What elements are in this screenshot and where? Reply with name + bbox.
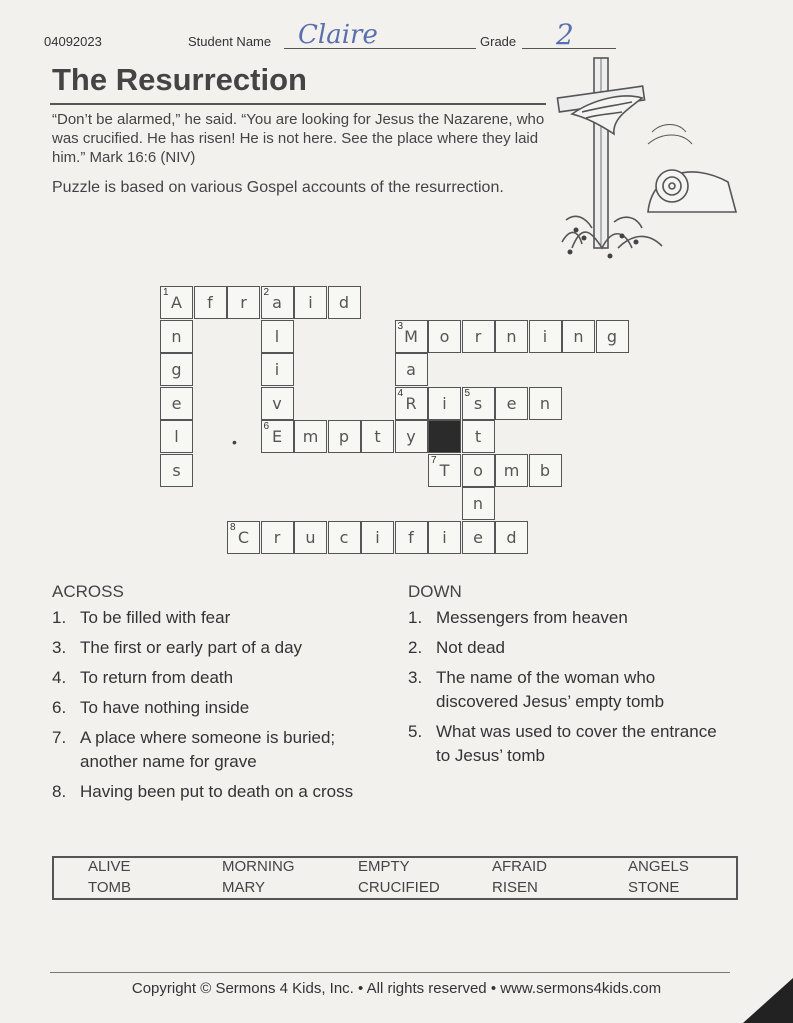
crossword-cell[interactable] [261, 320, 294, 353]
crossword-cell[interactable] [227, 521, 260, 554]
cell-number: 4 [397, 387, 404, 399]
crossword-cell[interactable] [160, 286, 193, 319]
cell-letter: n [472, 494, 484, 513]
bank-word: EMPTY [358, 858, 410, 875]
bank-word: MORNING [222, 858, 295, 875]
student-name-label: Student Name [188, 34, 272, 49]
across-heading: ACROSS [52, 582, 124, 601]
crossword-cell[interactable] [495, 320, 528, 353]
clue-number: 1. [408, 608, 423, 627]
cell-number: 8 [230, 521, 236, 533]
cell-letter: i [442, 527, 447, 547]
cell-letter: e [506, 393, 517, 413]
crossword-cell[interactable] [160, 320, 193, 353]
bank-word: ALIVE [88, 858, 131, 875]
clue-text: Not dead [436, 638, 505, 657]
copyright-footer: Copyright © Sermons 4 Kids, Inc. • All rights reserved • www.sermons4kids.com [131, 980, 662, 997]
crossword-cell[interactable] [428, 387, 461, 420]
cell-letter: r [474, 326, 482, 346]
clue-text: Having been put to death on a cross [80, 782, 354, 801]
cell-letter: c [339, 527, 349, 547]
bank-word: ANGELS [628, 858, 689, 875]
crossword-cell[interactable] [529, 387, 562, 420]
cell-letter: i [308, 293, 313, 312]
cell-letter: p [338, 427, 350, 446]
cell-letter: s [473, 393, 483, 413]
crossword-cell[interactable] [261, 387, 294, 420]
cell-letter: s [172, 460, 181, 480]
clue-text: A place where someone is buried; another name for grave [80, 728, 336, 771]
cell-letter: e [171, 393, 182, 413]
across-clue [52, 606, 382, 630]
grade-label: Grade [480, 34, 517, 49]
cell-letter: d [506, 527, 517, 547]
across-clues [52, 582, 382, 810]
cell-letter: n [171, 326, 182, 346]
grade-value[interactable]: 2 [556, 18, 574, 51]
cell-letter: a [272, 293, 282, 312]
down-clues [408, 582, 728, 774]
cell-letter: l [274, 326, 280, 346]
crossword-cell[interactable] [462, 454, 495, 487]
crossword-cell[interactable] [462, 320, 495, 353]
footer-rule [50, 972, 730, 973]
cell-letter: m [302, 427, 319, 446]
clue-number: 5. [408, 722, 423, 741]
crossword-cell[interactable] [328, 420, 361, 453]
crossword-cell[interactable] [395, 353, 428, 386]
cell-letter: u [305, 527, 316, 547]
bank-word: AFRAID [492, 858, 548, 875]
clue-text: The name of the woman who discovered Jesus’ empty tomb [436, 668, 665, 711]
crossword-cell[interactable] [428, 521, 461, 554]
cell-letter: o [473, 460, 483, 480]
worksheet-title: The Resurrection [52, 62, 307, 97]
crossword-black-cell [428, 420, 461, 453]
pencil-dot: • [232, 434, 237, 450]
crossword-cell[interactable] [462, 487, 495, 520]
crossword-cell[interactable] [261, 353, 294, 386]
crossword-cell[interactable] [495, 387, 528, 420]
down-clue [408, 636, 728, 660]
crossword-cell[interactable] [160, 420, 193, 453]
crossword-cell[interactable] [462, 521, 495, 554]
crossword-cell[interactable] [194, 286, 227, 319]
student-name-value[interactable]: Claire [298, 20, 378, 50]
cell-letter: i [442, 393, 447, 413]
crossword-cell[interactable] [596, 320, 629, 353]
bank-word: CRUCIFIED [358, 879, 440, 896]
crossword-cell[interactable] [562, 320, 595, 353]
clue-text: What was used to cover the entrance to Jesus’ tomb [436, 722, 717, 765]
cell-letter: n [539, 393, 551, 413]
crossword-cell[interactable] [328, 286, 361, 319]
bank-word: TOMB [88, 879, 132, 896]
cell-letter: i [375, 527, 380, 547]
clue-number: 3. [52, 638, 67, 657]
crossword-cell[interactable] [462, 387, 495, 420]
crossword-cell[interactable] [261, 521, 294, 554]
across-clue [52, 726, 382, 774]
clue-number: 6. [52, 698, 67, 717]
cell-letter: f [408, 527, 414, 547]
cell-letter: R [405, 393, 417, 413]
clue-number: 1. [52, 608, 67, 627]
crossword-cell[interactable] [495, 521, 528, 554]
cell-number: 7 [431, 454, 437, 466]
clue-number: 8. [52, 782, 67, 801]
cell-letter: t [474, 427, 482, 446]
cell-letter: b [539, 460, 551, 480]
cell-number: 3 [397, 320, 404, 332]
across-clue [52, 780, 382, 804]
crossword-cell[interactable] [328, 521, 361, 554]
crossword-cell[interactable] [529, 320, 562, 353]
clue-number: 2. [408, 638, 423, 657]
cell-letter: n [573, 326, 584, 346]
crossword-cell[interactable] [294, 286, 327, 319]
cell-number: 1 [163, 287, 169, 298]
crossword-cell[interactable] [294, 420, 327, 453]
cell-letter: o [439, 326, 450, 346]
down-clue [408, 666, 728, 714]
crossword-cell[interactable] [261, 286, 294, 319]
clue-number: 4. [52, 668, 67, 687]
crossword-cell[interactable] [227, 286, 260, 319]
cell-number: 5 [464, 387, 471, 399]
cell-letter: C [237, 527, 250, 547]
crossword-cell[interactable] [361, 521, 394, 554]
crossword-cell[interactable] [395, 320, 428, 353]
down-heading: DOWN [408, 582, 462, 601]
crossword-cell[interactable] [395, 387, 428, 420]
cell-letter: n [506, 326, 517, 346]
cell-letter: m [503, 460, 520, 480]
across-clue [52, 636, 382, 660]
cell-number: 2 [263, 287, 270, 298]
word-bank [52, 856, 738, 900]
clue-text: To return from death [80, 668, 234, 687]
down-clue [408, 720, 728, 768]
cell-number: 6 [263, 421, 270, 432]
cell-letter: e [473, 527, 483, 547]
crossword-cell[interactable] [395, 420, 428, 453]
cell-letter: A [171, 293, 182, 312]
cell-letter: r [240, 293, 247, 312]
clue-text: The first or early part of a day [80, 638, 303, 657]
bank-word: STONE [628, 879, 680, 896]
cell-letter: d [338, 293, 350, 312]
clue-text: Messengers from heaven [436, 608, 628, 627]
crossword-cell[interactable] [395, 521, 428, 554]
worksheet-code: 04092023 [44, 34, 102, 49]
clue-text: To be filled with fear [80, 608, 231, 627]
cell-letter: M [404, 326, 418, 346]
across-clue [52, 696, 382, 720]
cell-letter: t [374, 427, 381, 446]
cross-tomb-illustration [552, 52, 742, 262]
cell-letter: E [271, 427, 283, 446]
crossword-cell[interactable] [294, 521, 327, 554]
page-corner-shadow [743, 978, 793, 1023]
cell-letter: y [406, 427, 416, 446]
crossword-cell[interactable] [361, 420, 394, 453]
scripture-quote: “Don’t be alarmed,” he said. “You are looking for Jesus the Nazarene, who was crucified. He has risen! He is not here. See the place where they laid him.” Mark 16:6 (NIV) [52, 111, 545, 166]
cell-letter: i [542, 326, 548, 346]
cell-letter: f [207, 293, 213, 312]
bank-word: MARY [222, 879, 266, 896]
cell-letter: g [606, 326, 618, 346]
title-rule [50, 103, 546, 105]
clue-text: To have nothing inside [80, 698, 250, 717]
clue-number: 3. [408, 668, 423, 687]
cell-letter: v [272, 393, 282, 413]
crossword-cell[interactable] [160, 353, 193, 386]
down-clue [408, 606, 728, 630]
crossword-cell[interactable] [428, 320, 461, 353]
crossword-cell[interactable] [462, 420, 495, 453]
crossword-cell[interactable] [428, 454, 461, 487]
cell-letter: a [406, 360, 416, 379]
cell-letter: i [274, 360, 280, 379]
across-clue [52, 666, 382, 690]
puzzle-note: Puzzle is based on various Gospel accounts of the resurrection. [52, 179, 504, 196]
cell-letter: l [174, 427, 179, 446]
clue-number: 7. [52, 728, 67, 747]
bank-word: RISEN [492, 879, 538, 896]
cell-letter: T [439, 460, 450, 480]
cell-letter: g [171, 360, 182, 379]
crossword-cell[interactable] [529, 454, 562, 487]
crossword-cell[interactable] [160, 387, 193, 420]
crossword-cell[interactable] [160, 454, 193, 487]
cell-letter: r [273, 527, 281, 547]
crossword-cell[interactable] [495, 454, 528, 487]
crossword-cell[interactable] [261, 420, 294, 453]
